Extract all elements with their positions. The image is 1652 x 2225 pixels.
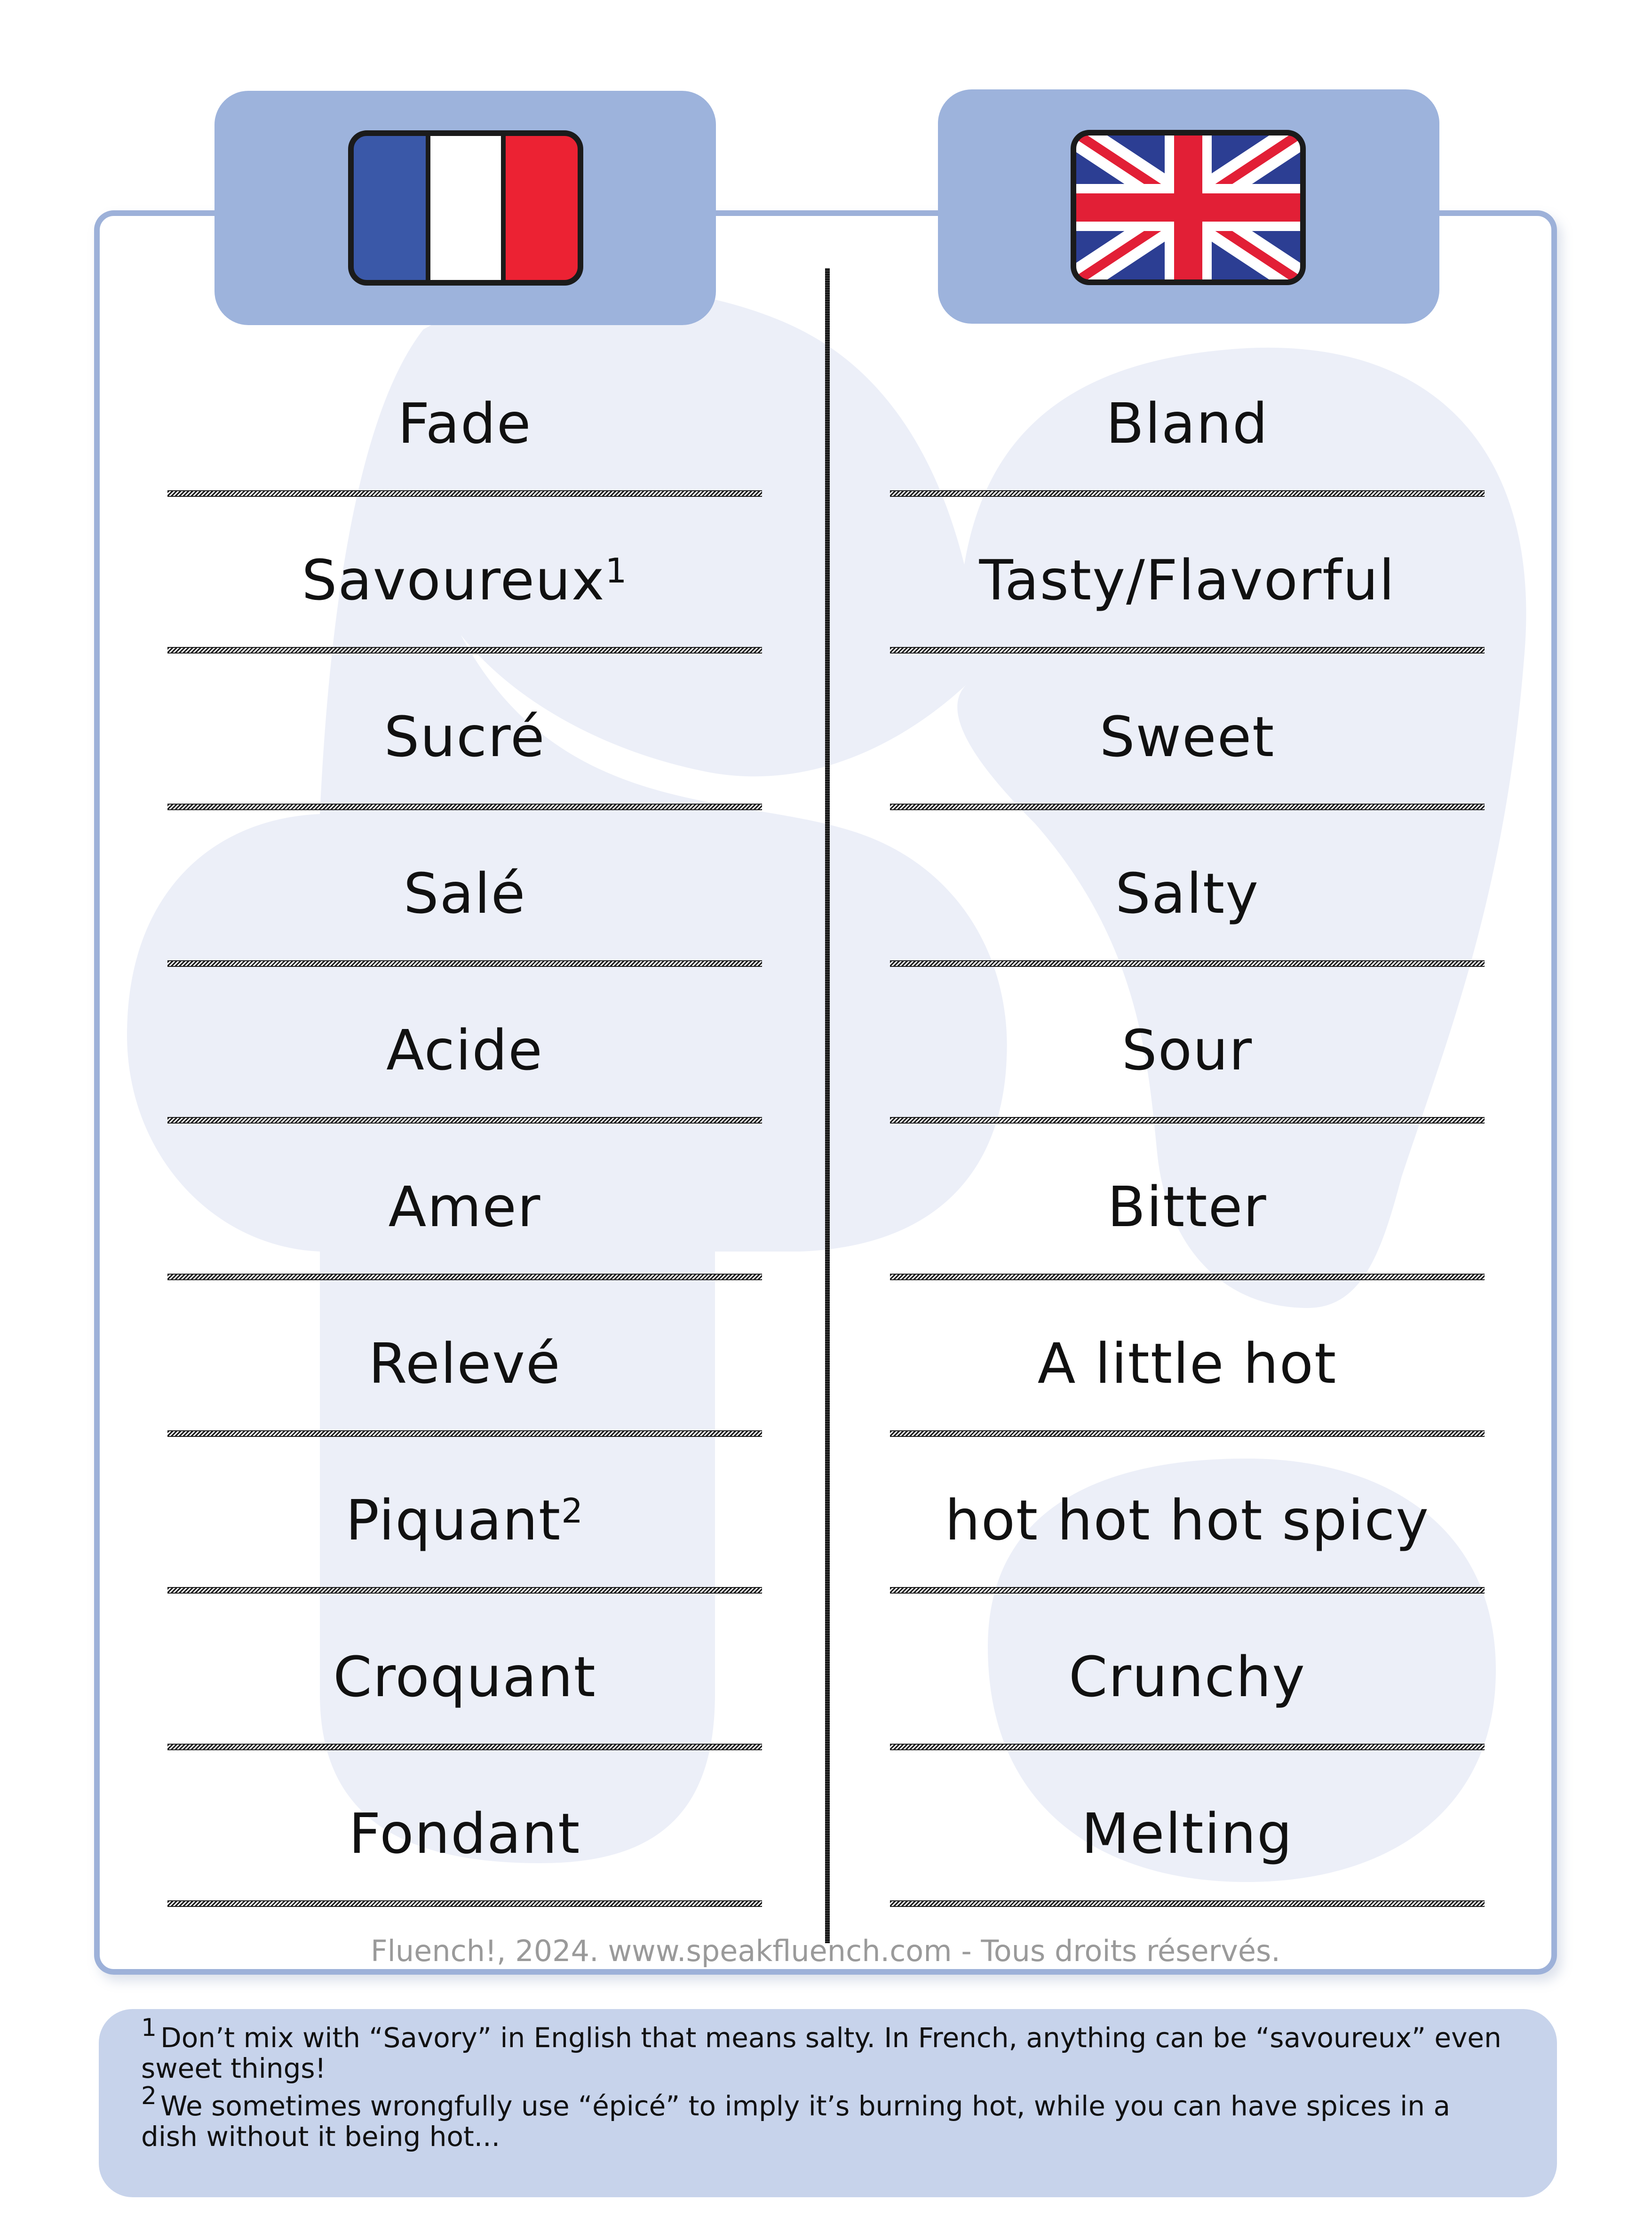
english-word-row	[890, 362, 1485, 522]
answer-line	[890, 804, 1485, 810]
word-text: Piquant	[345, 1488, 562, 1553]
french-word-row	[167, 1772, 762, 1932]
french-word-row	[167, 1616, 762, 1776]
english-word-row	[890, 1302, 1485, 1462]
english-word	[890, 1302, 1485, 1425]
answer-line	[890, 1117, 1485, 1124]
word-text: Crunchy	[1069, 1644, 1306, 1709]
english-word-row	[890, 1459, 1485, 1619]
word-text: Amer	[388, 1174, 541, 1239]
france-flag-icon	[348, 130, 583, 286]
answer-line	[167, 647, 762, 654]
word-text: hot hot hot spicy	[945, 1488, 1430, 1553]
answer-line	[167, 1900, 762, 1907]
answer-line	[167, 1430, 762, 1437]
word-text: Sucré	[384, 704, 546, 769]
word-text: Fondant	[349, 1801, 581, 1866]
french-word	[167, 1616, 762, 1738]
word-text: Sour	[1121, 1018, 1253, 1083]
footnote-text: Don’t mix with “Savory” in English that means salty. In French, anything can be “savoureux” even sweet things!	[141, 2022, 1501, 2084]
english-word	[890, 362, 1485, 485]
word-text: Melting	[1081, 1801, 1293, 1866]
english-word	[890, 832, 1485, 955]
footnote-marker: 1	[605, 551, 628, 590]
english-word	[890, 1616, 1485, 1738]
french-word	[167, 362, 762, 485]
french-word	[167, 832, 762, 955]
french-word	[167, 1459, 762, 1581]
footnote-text: We sometimes wrongfully use “épicé” to imply it’s burning hot, while you can have spices in a dish without it being hot...	[141, 2090, 1451, 2153]
word-text: Acide	[386, 1018, 543, 1083]
word-text: Salty	[1115, 861, 1260, 926]
answer-line	[167, 490, 762, 497]
word-text: Bland	[1106, 391, 1269, 456]
answer-line	[890, 1587, 1485, 1594]
english-word-row	[890, 1146, 1485, 1306]
english-word-row	[890, 832, 1485, 992]
footnote-2	[141, 2082, 1515, 2153]
footnote-number: 2	[141, 2082, 157, 2110]
word-text: Salé	[403, 861, 526, 926]
answer-line	[167, 1744, 762, 1750]
word-text: Tasty/Flavorful	[979, 548, 1396, 613]
french-word	[167, 676, 762, 798]
french-word-row	[167, 676, 762, 836]
answer-line	[167, 960, 762, 967]
united-kingdom-flag-icon	[1071, 130, 1306, 285]
answer-line	[167, 1274, 762, 1280]
footnote-1	[141, 2014, 1515, 2084]
french-word-row	[167, 519, 762, 679]
french-word	[167, 1146, 762, 1268]
answer-line	[890, 647, 1485, 654]
answer-line	[890, 960, 1485, 967]
english-header-tab	[938, 89, 1439, 324]
answer-line	[167, 1117, 762, 1124]
french-word-row	[167, 362, 762, 522]
answer-line	[890, 1430, 1485, 1437]
english-word-row	[890, 519, 1485, 679]
french-word	[167, 989, 762, 1111]
french-word-row	[167, 1302, 762, 1462]
french-word-row	[167, 832, 762, 992]
french-word-row	[167, 989, 762, 1149]
answer-line	[890, 1900, 1485, 1907]
french-word-row	[167, 1146, 762, 1306]
english-word-row	[890, 676, 1485, 836]
answer-line	[167, 804, 762, 810]
english-word	[890, 989, 1485, 1111]
answer-line	[890, 1274, 1485, 1280]
word-text: Croquant	[333, 1644, 596, 1709]
footnote-number: 1	[141, 2014, 157, 2042]
french-word-row	[167, 1459, 762, 1619]
english-word	[890, 676, 1485, 798]
english-word	[890, 1146, 1485, 1268]
french-word	[167, 519, 762, 641]
word-text: Sweet	[1099, 704, 1275, 769]
french-word	[167, 1772, 762, 1895]
word-text: Savoureux	[302, 548, 605, 613]
french-header-tab	[214, 91, 716, 325]
french-word	[167, 1302, 762, 1425]
english-word-row	[890, 1772, 1485, 1932]
copyright-text: Fluench!, 2024. www.speakfluench.com - Tous droits réservés.	[371, 1934, 1280, 1968]
word-text: A little hot	[1037, 1331, 1337, 1396]
english-word	[890, 519, 1485, 641]
answer-line	[890, 1744, 1485, 1750]
word-text: Fade	[397, 391, 532, 456]
word-text: Relevé	[368, 1331, 561, 1396]
answer-line	[167, 1587, 762, 1594]
english-word-row	[890, 1616, 1485, 1776]
footnotes-box	[99, 2009, 1557, 2197]
column-divider	[825, 268, 830, 1943]
english-word-row	[890, 989, 1485, 1149]
word-text: Bitter	[1107, 1174, 1267, 1239]
answer-line	[890, 490, 1485, 497]
footnote-marker: 2	[561, 1491, 584, 1531]
english-word	[890, 1459, 1485, 1581]
english-word	[890, 1772, 1485, 1895]
